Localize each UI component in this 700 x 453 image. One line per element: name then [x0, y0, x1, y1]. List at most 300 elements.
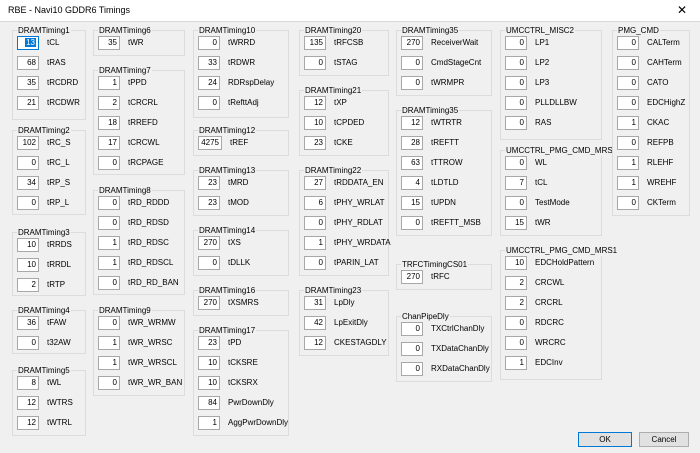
field-label: tPHY_RDLAT: [334, 218, 383, 227]
timing-row: [617, 36, 687, 50]
timing-row: [98, 256, 182, 270]
field-edcholdpattern[interactable]: 10: [505, 256, 527, 270]
timing-row: [401, 216, 489, 230]
field-lp2[interactable]: 0: [505, 56, 527, 70]
timing-row: [17, 36, 83, 50]
field-label: RDCRC: [535, 318, 564, 327]
field-label: tPPD: [128, 78, 147, 87]
timing-row: [98, 376, 182, 390]
field-twr-wrmw[interactable]: 0: [98, 316, 120, 330]
timing-row: [17, 258, 83, 272]
timing-row: [98, 96, 182, 110]
group-dramtiming8: [93, 186, 185, 295]
timing-row: [17, 56, 83, 70]
field-label: tCPDED: [334, 118, 365, 127]
field-rxdatachandly[interactable]: 0: [401, 362, 423, 376]
field-twtrtr[interactable]: 12: [401, 116, 423, 130]
field-label: tWR_WRSCL: [128, 358, 177, 367]
group-dramtiming6: [93, 26, 185, 56]
field-label: tWRMPR: [431, 78, 465, 87]
timing-row: [17, 136, 83, 150]
timing-row: [17, 238, 83, 252]
timing-row: [304, 336, 386, 350]
timing-row: [304, 316, 386, 330]
group-dramtiming2: [12, 126, 86, 215]
field-label: tWR: [535, 218, 551, 227]
field-cato[interactable]: 0: [617, 76, 639, 90]
group-dramtiming9: [93, 306, 185, 396]
field-label: tDLLK: [228, 258, 251, 267]
field-calterm[interactable]: 0: [617, 36, 639, 50]
group-title: DRAMTiming17: [199, 326, 256, 335]
timing-row: [617, 196, 687, 210]
group-title: TRFCTimingCS01: [402, 260, 468, 269]
group-dramtiming13: [193, 166, 289, 216]
timing-row: [304, 96, 386, 110]
field-tcl[interactable]: 7: [505, 176, 527, 190]
field-ckestagdly[interactable]: 12: [304, 336, 326, 350]
timing-row: [17, 176, 83, 190]
field-label: tRD_RDDD: [128, 198, 170, 207]
field-txp[interactable]: 12: [304, 96, 326, 110]
group-trfctimingcs01: [396, 260, 492, 290]
field-edchighz[interactable]: 0: [617, 96, 639, 110]
field-label: tCKSRE: [228, 358, 258, 367]
timing-row: [98, 276, 182, 290]
timing-row: [304, 136, 386, 150]
field-label: tMOD: [228, 198, 249, 207]
timing-row: [17, 416, 83, 430]
timing-row: [98, 336, 182, 350]
field-txctrlchandly[interactable]: 0: [401, 322, 423, 336]
group-dramtiming35: [396, 26, 492, 96]
timing-row: [198, 356, 286, 370]
field-trd-rdsc[interactable]: 1: [98, 236, 120, 250]
field-label: tWR_WRSC: [128, 338, 173, 347]
ok-button[interactable]: OK: [578, 432, 632, 447]
field-label: tWTRL: [47, 418, 72, 427]
field-trrds[interactable]: 10: [17, 238, 39, 252]
field-cmdstagecnt[interactable]: 0: [401, 56, 423, 70]
field-label: LpDly: [334, 298, 355, 307]
field-label: tWR_WRMW: [128, 318, 176, 327]
field-twl[interactable]: 8: [17, 376, 39, 390]
timing-row: [198, 196, 286, 210]
timing-row: [401, 270, 489, 284]
field-t32aw[interactable]: 0: [17, 336, 39, 350]
timing-row: [17, 336, 83, 350]
field-trd-rdscl[interactable]: 1: [98, 256, 120, 270]
field-tphy-wrdata[interactable]: 1: [304, 236, 326, 250]
field-label: tRD_RD_BAN: [128, 278, 179, 287]
field-crcrl[interactable]: 2: [505, 296, 527, 310]
field-label: tRCPAGE: [128, 158, 164, 167]
timing-row: [617, 76, 687, 90]
timing-row: [17, 96, 83, 110]
field-label: tWRRD: [228, 38, 256, 47]
group-dramtiming14: [193, 226, 289, 276]
timing-row: [304, 296, 386, 310]
timing-row: [401, 362, 489, 376]
field-label: REFPB: [647, 138, 674, 147]
group-dramtiming35: [396, 106, 492, 236]
group-umcctrl-pmg-cmd-mrs: [500, 146, 613, 236]
field-label: ReceiverWait: [431, 38, 479, 47]
field-label: tRDWR: [228, 58, 256, 67]
field-twtrl[interactable]: 12: [17, 416, 39, 430]
field-label: tFAW: [47, 318, 67, 327]
group-title: DRAMTiming8: [99, 186, 151, 195]
timing-row: [401, 322, 489, 336]
field-txs[interactable]: 270: [198, 236, 220, 250]
field-tcksrx[interactable]: 10: [198, 376, 220, 390]
field-tupdn[interactable]: 15: [401, 196, 423, 210]
timing-row: [98, 136, 182, 150]
field-label: RDRspDelay: [228, 78, 275, 87]
timing-row: [505, 316, 599, 330]
group-title: DRAMTiming7: [99, 66, 151, 75]
field-label: PLLDLLBW: [535, 98, 577, 107]
timing-row: [98, 116, 182, 130]
field-trefttadj[interactable]: 0: [198, 96, 220, 110]
field-label: t32AW: [47, 338, 71, 347]
field-label: TestMode: [535, 198, 570, 207]
field-tttrow[interactable]: 63: [401, 156, 423, 170]
field-crcwl[interactable]: 2: [505, 276, 527, 290]
field-label: tPD: [228, 338, 242, 347]
field-rlehf[interactable]: 1: [617, 156, 639, 170]
field-trrdl[interactable]: 10: [17, 258, 39, 272]
timing-row: [304, 116, 386, 130]
timing-row: [617, 96, 687, 110]
field-label: tRRDL: [47, 260, 72, 269]
field-txdatachandly[interactable]: 0: [401, 342, 423, 356]
timing-row: [17, 156, 83, 170]
group-title: UMCCTRL_PMG_CMD_MRS1: [506, 246, 618, 255]
timing-row: [617, 176, 687, 190]
timing-row: [617, 156, 687, 170]
field-label: tRFC: [431, 272, 450, 281]
timing-row: [505, 36, 599, 50]
timing-row: [304, 196, 386, 210]
field-label: tRP_L: [47, 198, 70, 207]
field-plldllbw[interactable]: 0: [505, 96, 527, 110]
timing-row: [98, 36, 182, 50]
field-lp1[interactable]: 0: [505, 36, 527, 50]
group-title: DRAMTiming21: [305, 86, 362, 95]
field-treftt-msb[interactable]: 0: [401, 216, 423, 230]
field-label: tRefttAdj: [228, 98, 259, 107]
timing-row: [505, 116, 599, 130]
field-txsmrs[interactable]: 270: [198, 296, 220, 310]
timing-row: [505, 296, 599, 310]
field-label: tRD_RDSD: [128, 218, 169, 227]
timing-row: [17, 196, 83, 210]
group-title: DRAMTiming4: [18, 306, 70, 315]
group-title: DRAMTiming1: [18, 26, 70, 35]
field-trddata-en[interactable]: 27: [304, 176, 326, 190]
field-treftt[interactable]: 28: [401, 136, 423, 150]
timing-row: [617, 56, 687, 70]
field-label: LpExitDly: [334, 318, 368, 327]
field-trd-rdsd[interactable]: 0: [98, 216, 120, 230]
timing-row: [505, 276, 599, 290]
field-label: tRFCSB: [334, 38, 364, 47]
field-label: tSTAG: [334, 58, 358, 67]
group-dramtiming4: [12, 306, 86, 354]
field-twr-wrsc[interactable]: 1: [98, 336, 120, 350]
group-title: DRAMTiming14: [199, 226, 256, 235]
timing-row: [304, 56, 386, 70]
field-label: CRCWL: [535, 278, 565, 287]
timing-row: [198, 56, 286, 70]
timing-row: [98, 216, 182, 230]
group-dramtiming16: [193, 286, 289, 316]
field-label: RLEHF: [647, 158, 674, 167]
timing-row: [98, 76, 182, 90]
field-label: tRCDWR: [47, 98, 80, 107]
timing-row: [17, 316, 83, 330]
group-title: PMG_CMD: [618, 26, 659, 35]
field-label: tCKE: [334, 138, 353, 147]
field-edcinv[interactable]: 1: [505, 356, 527, 370]
field-label: CKESTAGDLY: [334, 338, 387, 347]
timing-row: [505, 356, 599, 370]
field-label: PwrDownDly: [228, 398, 274, 407]
timing-row: [304, 176, 386, 190]
field-rdrspdelay[interactable]: 24: [198, 76, 220, 90]
field-trd-rd-ban[interactable]: 0: [98, 276, 120, 290]
timing-row: [401, 176, 489, 190]
timing-row: [505, 96, 599, 110]
field-label: tWR: [128, 38, 144, 47]
timing-row: [198, 256, 286, 270]
timing-row: [304, 256, 386, 270]
field-label: tCKSRX: [228, 378, 258, 387]
field-twr-wr-ban[interactable]: 0: [98, 376, 120, 390]
field-rdcrc[interactable]: 0: [505, 316, 527, 330]
close-icon[interactable]: ✕: [676, 3, 688, 17]
field-label: tPHY_WRDATA: [334, 238, 391, 247]
timing-row: [505, 76, 599, 90]
group-dramtiming3: [12, 228, 86, 296]
timing-row: [505, 56, 599, 70]
timing-row: [304, 236, 391, 250]
field-tppd[interactable]: 1: [98, 76, 120, 90]
field-tref[interactable]: 4275: [198, 136, 222, 150]
timing-row: [401, 342, 489, 356]
field-label: RAS: [535, 118, 552, 127]
field-label: CAHTerm: [647, 58, 682, 67]
field-label: LP3: [535, 78, 550, 87]
field-label: tRCDRD: [47, 78, 79, 87]
field-tphy-wrlat[interactable]: 6: [304, 196, 326, 210]
field-lpexitdly[interactable]: 42: [304, 316, 326, 330]
field-tmrd[interactable]: 23: [198, 176, 220, 190]
field-tldtld[interactable]: 4: [401, 176, 423, 190]
field-label: CRCRL: [535, 298, 563, 307]
field-trc-l[interactable]: 0: [17, 156, 39, 170]
field-ckac[interactable]: 1: [617, 116, 639, 130]
field-label: tTTROW: [431, 158, 463, 167]
field-tras[interactable]: 68: [17, 56, 39, 70]
field-trc-s[interactable]: 102: [17, 136, 39, 150]
timing-row: [304, 216, 386, 230]
field-label: tPHY_WRLAT: [334, 198, 385, 207]
field-tcl[interactable]: 13: [17, 36, 39, 50]
field-label: tCL: [47, 38, 60, 47]
group-dramtiming22: [299, 166, 391, 276]
window-title: RBE - Navi10 GDDR6 Timings: [8, 5, 131, 15]
group-dramtiming23: [299, 286, 389, 356]
field-tstag[interactable]: 0: [304, 56, 326, 70]
field-twrrd[interactable]: 0: [198, 36, 220, 50]
field-cahterm[interactable]: 0: [617, 56, 639, 70]
field-trcdwr[interactable]: 21: [17, 96, 39, 110]
field-label: tXP: [334, 98, 347, 107]
group-title: DRAMTiming35: [402, 106, 459, 115]
field-trp-s[interactable]: 34: [17, 176, 39, 190]
field-ras[interactable]: 0: [505, 116, 527, 130]
field-testmode[interactable]: 0: [505, 196, 527, 210]
group-title: DRAMTiming35: [402, 26, 459, 35]
group-title: DRAMTiming6: [99, 26, 151, 35]
field-label: CALTerm: [647, 38, 680, 47]
field-label: tRD_RDSCL: [128, 258, 174, 267]
timing-row: [17, 76, 83, 90]
field-tpd[interactable]: 23: [198, 336, 220, 350]
timing-row: [98, 316, 182, 330]
timing-row: [401, 196, 489, 210]
field-refpb[interactable]: 0: [617, 136, 639, 150]
timing-row: [198, 136, 286, 150]
group-title: UMCCTRL_PMG_CMD_MRS: [506, 146, 613, 155]
field-twr[interactable]: 15: [505, 216, 527, 230]
group-dramtiming5: [12, 366, 86, 436]
field-trrefd[interactable]: 18: [98, 116, 120, 130]
field-trfcsb[interactable]: 135: [304, 36, 326, 50]
group-dramtiming7: [93, 66, 185, 175]
group-title: DRAMTiming16: [199, 286, 256, 295]
field-label: tREF: [230, 138, 249, 147]
field-twrmpr[interactable]: 0: [401, 76, 423, 90]
field-label: CKAC: [647, 118, 670, 127]
field-trdwr[interactable]: 33: [198, 56, 220, 70]
field-label: tWTRTR: [431, 118, 462, 127]
field-trcpage[interactable]: 0: [98, 156, 120, 170]
field-label: tWTRS: [47, 398, 73, 407]
timing-row: [401, 76, 489, 90]
field-twr[interactable]: 35: [98, 36, 120, 50]
field-twr-wrscl[interactable]: 1: [98, 356, 120, 370]
field-tcrcwl[interactable]: 17: [98, 136, 120, 150]
field-label: WRCRC: [535, 338, 566, 347]
field-trp-l[interactable]: 0: [17, 196, 39, 210]
field-label: LP1: [535, 38, 550, 47]
field-label: tCRCWL: [128, 138, 160, 147]
field-tphy-rdlat[interactable]: 0: [304, 216, 326, 230]
field-tcrcrl[interactable]: 2: [98, 96, 120, 110]
field-tcpded[interactable]: 10: [304, 116, 326, 130]
field-tmod[interactable]: 23: [198, 196, 220, 210]
timing-row: [198, 376, 286, 390]
field-tcksre[interactable]: 10: [198, 356, 220, 370]
group-umcctrl-misc2: [500, 26, 602, 140]
timing-row: [98, 156, 182, 170]
field-trfc[interactable]: 270: [401, 270, 423, 284]
field-label: tREFTT: [431, 138, 459, 147]
timing-row: [98, 356, 182, 370]
timing-row: [98, 196, 182, 210]
group-title: UMCCTRL_MISC2: [506, 26, 575, 35]
field-tcke[interactable]: 23: [304, 136, 326, 150]
field-tparin-lat[interactable]: 0: [304, 256, 326, 270]
timing-row: [505, 196, 599, 210]
timing-row: [505, 156, 599, 170]
timing-row: [505, 336, 599, 350]
field-label: tRC_S: [47, 138, 71, 147]
field-ckterm[interactable]: 0: [617, 196, 639, 210]
field-label: tPARIN_LAT: [334, 258, 379, 267]
field-pwrdowndly[interactable]: 84: [198, 396, 220, 410]
field-label: tUPDN: [431, 198, 456, 207]
field-label: tLDTLD: [431, 178, 459, 187]
field-label: LP2: [535, 58, 550, 67]
field-label: tRRDS: [47, 240, 72, 249]
timing-row: [198, 36, 286, 50]
group-title: DRAMTiming2: [18, 126, 70, 135]
field-tfaw[interactable]: 36: [17, 316, 39, 330]
field-label: CKTerm: [647, 198, 676, 207]
field-trcdrd[interactable]: 35: [17, 76, 39, 90]
field-trd-rddd[interactable]: 0: [98, 196, 120, 210]
timing-row: [198, 396, 286, 410]
field-trtp[interactable]: 2: [17, 278, 39, 292]
field-wrehf[interactable]: 1: [617, 176, 639, 190]
timing-row: [17, 278, 83, 292]
timing-row: [198, 416, 289, 430]
field-receiverwait[interactable]: 270: [401, 36, 423, 50]
field-label: tWR_WR_BAN: [128, 378, 183, 387]
field-wl[interactable]: 0: [505, 156, 527, 170]
field-aggpwrdowndly[interactable]: 1: [198, 416, 220, 430]
cancel-button[interactable]: Cancel: [639, 432, 689, 447]
timings-dialog: [0, 22, 700, 453]
field-label: tRC_L: [47, 158, 70, 167]
group-title: DRAMTiming5: [18, 366, 70, 375]
field-tdllk[interactable]: 0: [198, 256, 220, 270]
field-lpdly[interactable]: 31: [304, 296, 326, 310]
timing-row: [401, 136, 489, 150]
timing-row: [304, 36, 386, 50]
field-label: tRD_RDSC: [128, 238, 169, 247]
field-twtrs[interactable]: 12: [17, 396, 39, 410]
timing-row: [401, 36, 489, 50]
timing-row: [401, 156, 489, 170]
field-label: TXDataChanDly: [431, 344, 489, 353]
group-title: ChanPipeDly: [402, 312, 449, 321]
timing-row: [17, 376, 83, 390]
field-label: WREHF: [647, 178, 677, 187]
field-label: AggPwrDownDly: [228, 418, 289, 427]
group-dramtiming21: [299, 86, 389, 156]
group-title: DRAMTiming10: [199, 26, 256, 35]
field-label: EDCHighZ: [647, 98, 686, 107]
field-lp3[interactable]: 0: [505, 76, 527, 90]
field-wrcrc[interactable]: 0: [505, 336, 527, 350]
timing-row: [198, 76, 286, 90]
group-title: DRAMTiming12: [199, 126, 256, 135]
